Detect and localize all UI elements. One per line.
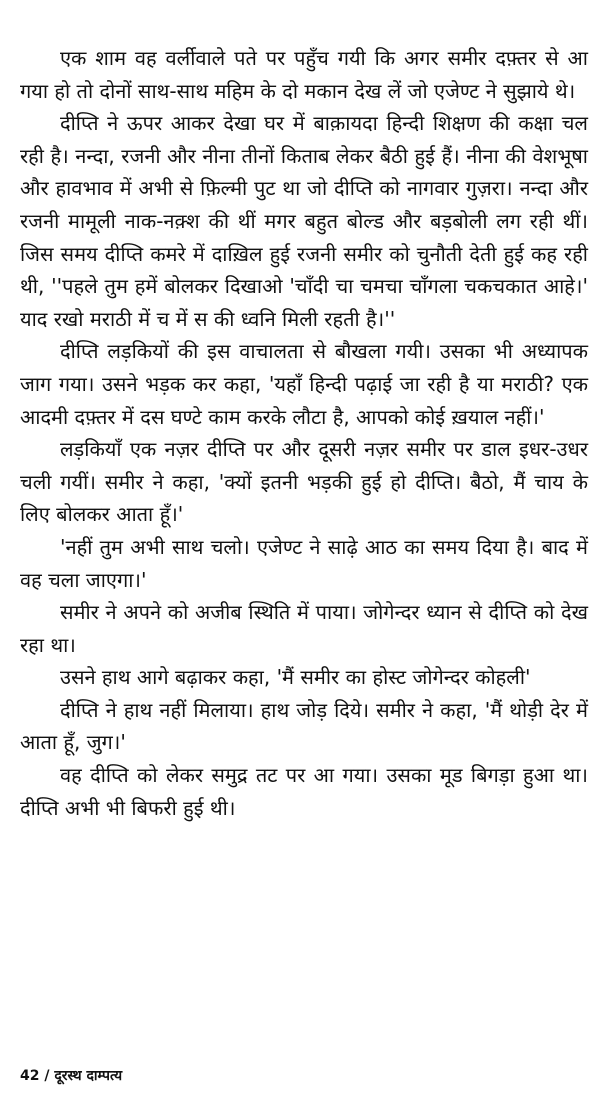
paragraph: दीप्ति ने हाथ नहीं मिलाया। हाथ जोड़ दिये। समीर ने कहा, 'मैं थोड़ी देर में आता हूँ, जुग।' [20, 697, 588, 755]
paragraph: एक शाम वह वर्लीवाले पते पर पहुँच गयी कि अगर समीर दफ़्तर से आ गया हो तो दोनों साथ-साथ महिम के दो मकान देख लें जो एजेण्ट ने सुझाये थे। [20, 46, 588, 103]
body-text [20, 42, 588, 824]
paragraph: समीर ने अपने को अजीब स्थिति में पाया। जोगेन्दर ध्यान से दीप्ति को देख रहा था। [20, 600, 588, 657]
paragraph: लड़कियाँ एक नज़र दीप्ति पर और दूसरी नज़र समीर पर डाल इधर-उधर चली गयीं। समीर ने कहा, 'क्यों इतनी भड़की हुई हो दीप्ति। बैठो, मैं चाय के लिए बोलकर आता हूँ।' [20, 437, 588, 527]
paragraph: दीप्ति लड़कियों की इस वाचालता से बौखला गयी। उसका भी अध्यापक जाग गया। उसने भड़क कर कहा, 'यहाँ हिन्दी पढ़ाई जा रही है या मराठी? एक आदमी दफ़्तर में दस घण्टे काम करके लौटा है, आपको कोई ख़याल नहीं।' [20, 339, 588, 429]
page-footer: 42 / दूरस्थ दाम्पत्य [20, 1068, 123, 1084]
paragraph: दीप्ति ने ऊपर आकर देखा घर में बाक़ायदा हिन्दी शिक्षण की कक्षा चल रही है। नन्दा, रजनी और नीना तीनों किताब लेकर बैठी हुई हैं। नीना की वेशभूषा और हावभाव में अभी से फ़िल्मी पुट था जो दीप्ति को नागवार गुज़रा। नन्दा और रजनी मामूली नाक-नक़्श की थीं मगर बहुत बोल्ड और बड़बोली लग रही थीं। जिस समय दीप्ति कमरे में दाख़िल हुई रजनी समीर को चुनौती देती हुई कह रही थी, ''पहले तुम हमें बोलकर दिखाओ 'चाँदी चा चमचा चाँगला चकचकात आहे।' याद रखो मराठी में च में स की ध्वनि मिली रहती है।'' [20, 111, 588, 331]
paragraph: उसने हाथ आगे बढ़ाकर कहा, 'मैं समीर का होस्ट जोगेन्दर कोहली' [60, 665, 531, 690]
paragraph: वह दीप्ति को लेकर समुद्र तट पर आ गया। उसका मूड बिगड़ा हुआ था। दीप्ति अभी भी बिफरी हुई थी। [20, 763, 588, 820]
paragraph: 'नहीं तुम अभी साथ चलो। एजेण्ट ने साढ़े आठ का समय दिया है। बाद में वह चला जाएगा।' [20, 534, 588, 592]
